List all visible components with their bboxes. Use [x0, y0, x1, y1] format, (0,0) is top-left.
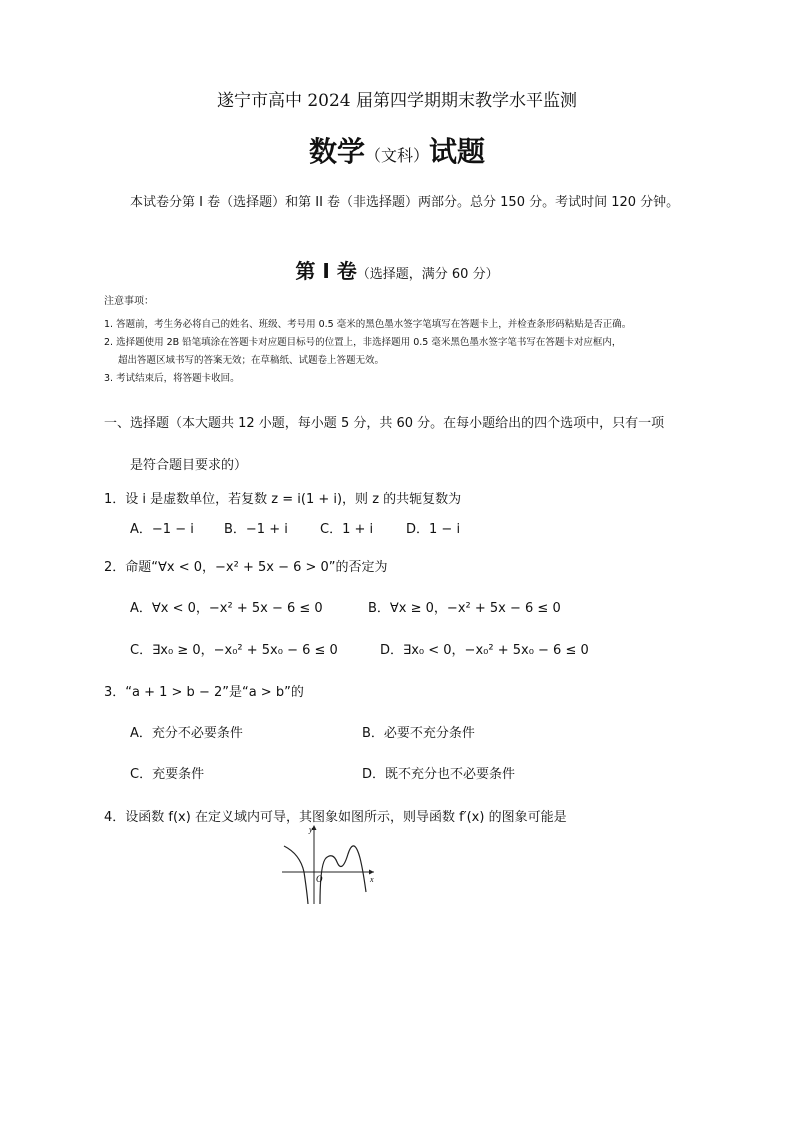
- question-2-option-b: B．∀x ≥ 0，−x² + 5x − 6 ≤ 0: [368, 601, 561, 616]
- question-2-option-a: A．∀x < 0，−x² + 5x − 6 ≤ 0: [130, 601, 323, 616]
- section-title-sub: （选择题，满分 60 分）: [356, 267, 499, 282]
- question-4-stem: 4．设函数 f(x) 在定义域内可导，其图象如图所示，则导函数 f′(x) 的图象可能是: [104, 810, 567, 825]
- title-main-prefix: 数学: [308, 135, 365, 168]
- notice-item: 超出答题区域书写的答案无效；在草稿纸、试题卷上答题无效。: [118, 355, 385, 366]
- question-1-option-a: A．−1 − i: [130, 522, 194, 537]
- question-2-option-d: D．∃x₀ < 0，−x₀² + 5x₀ − 6 ≤ 0: [380, 643, 589, 658]
- exam-intro: 本试卷分第 I 卷（选择题）和第 II 卷（非选择题）两部分。总分 150 分。考试时间 120 分钟。: [130, 195, 680, 210]
- question-2-stem: 2．命题“∀x < 0，−x² + 5x − 6 > 0”的否定为: [104, 560, 388, 575]
- curve-right-branch: [320, 846, 366, 904]
- part-heading-line2: 是符合题目要求的）: [130, 458, 248, 473]
- notice-item: 3. 考试结束后，将答题卡收回。: [104, 373, 240, 384]
- origin-label: O: [316, 874, 323, 884]
- x-axis-label: x: [370, 875, 374, 884]
- title-subject: （文科）: [364, 146, 429, 165]
- exam-header-title: 遂宁市高中 2024 届第四学期期末教学水平监测: [216, 91, 578, 111]
- question-3-option-c: C．充要条件: [130, 767, 205, 782]
- question-1-option-d: D．1 − i: [406, 522, 461, 537]
- section-title: [0, 255, 794, 284]
- question-3-option-b: B．必要不充分条件: [362, 726, 475, 741]
- notice-heading: 注意事项：: [104, 296, 154, 307]
- part-heading-line1: 一、选择题（本大题共 12 小题，每小题 5 分，共 60 分。在每小题给出的四个选项中，只有一项: [104, 416, 665, 431]
- question-2-option-c: C．∃x₀ ≥ 0，−x₀² + 5x₀ − 6 ≤ 0: [130, 643, 338, 658]
- question-3-option-a: A．充分不必要条件: [130, 726, 243, 741]
- section-title-main: 第 Ⅰ 卷: [295, 259, 357, 283]
- question-3-stem: 3．“a + 1 > b − 2”是“a > b”的: [104, 685, 304, 700]
- question-1-option-c: C．1 + i: [320, 522, 374, 537]
- question-1-stem: 1．设 i 是虚数单位，若复数 z = i(1 + i)，则 z 的共轭复数为: [104, 492, 462, 507]
- question-3-option-d: D．既不充分也不必要条件: [362, 767, 516, 782]
- question-1-option-b: B．−1 + i: [224, 522, 288, 537]
- title-main-suffix: 试题: [429, 135, 486, 168]
- notice-item: 1. 答题前，考生务必将自己的姓名、班级、考号用 0.5 毫米的黑色墨水签字笔填写在答题卡上，并检查条形码粘贴是否正确。: [104, 319, 632, 330]
- exam-main-title: [0, 130, 794, 170]
- x-axis-arrow-icon: [369, 870, 374, 875]
- y-axis-label: y: [309, 825, 313, 834]
- notice-item: 2. 选择题使用 2B 铅笔填涂在答题卡对应题目标号的位置上，非选择题用 0.5 毫米黑色墨水签字笔书写在答题卡对应框内，: [104, 337, 622, 348]
- function-graph: [276, 820, 386, 910]
- curve-left-branch: [284, 846, 308, 904]
